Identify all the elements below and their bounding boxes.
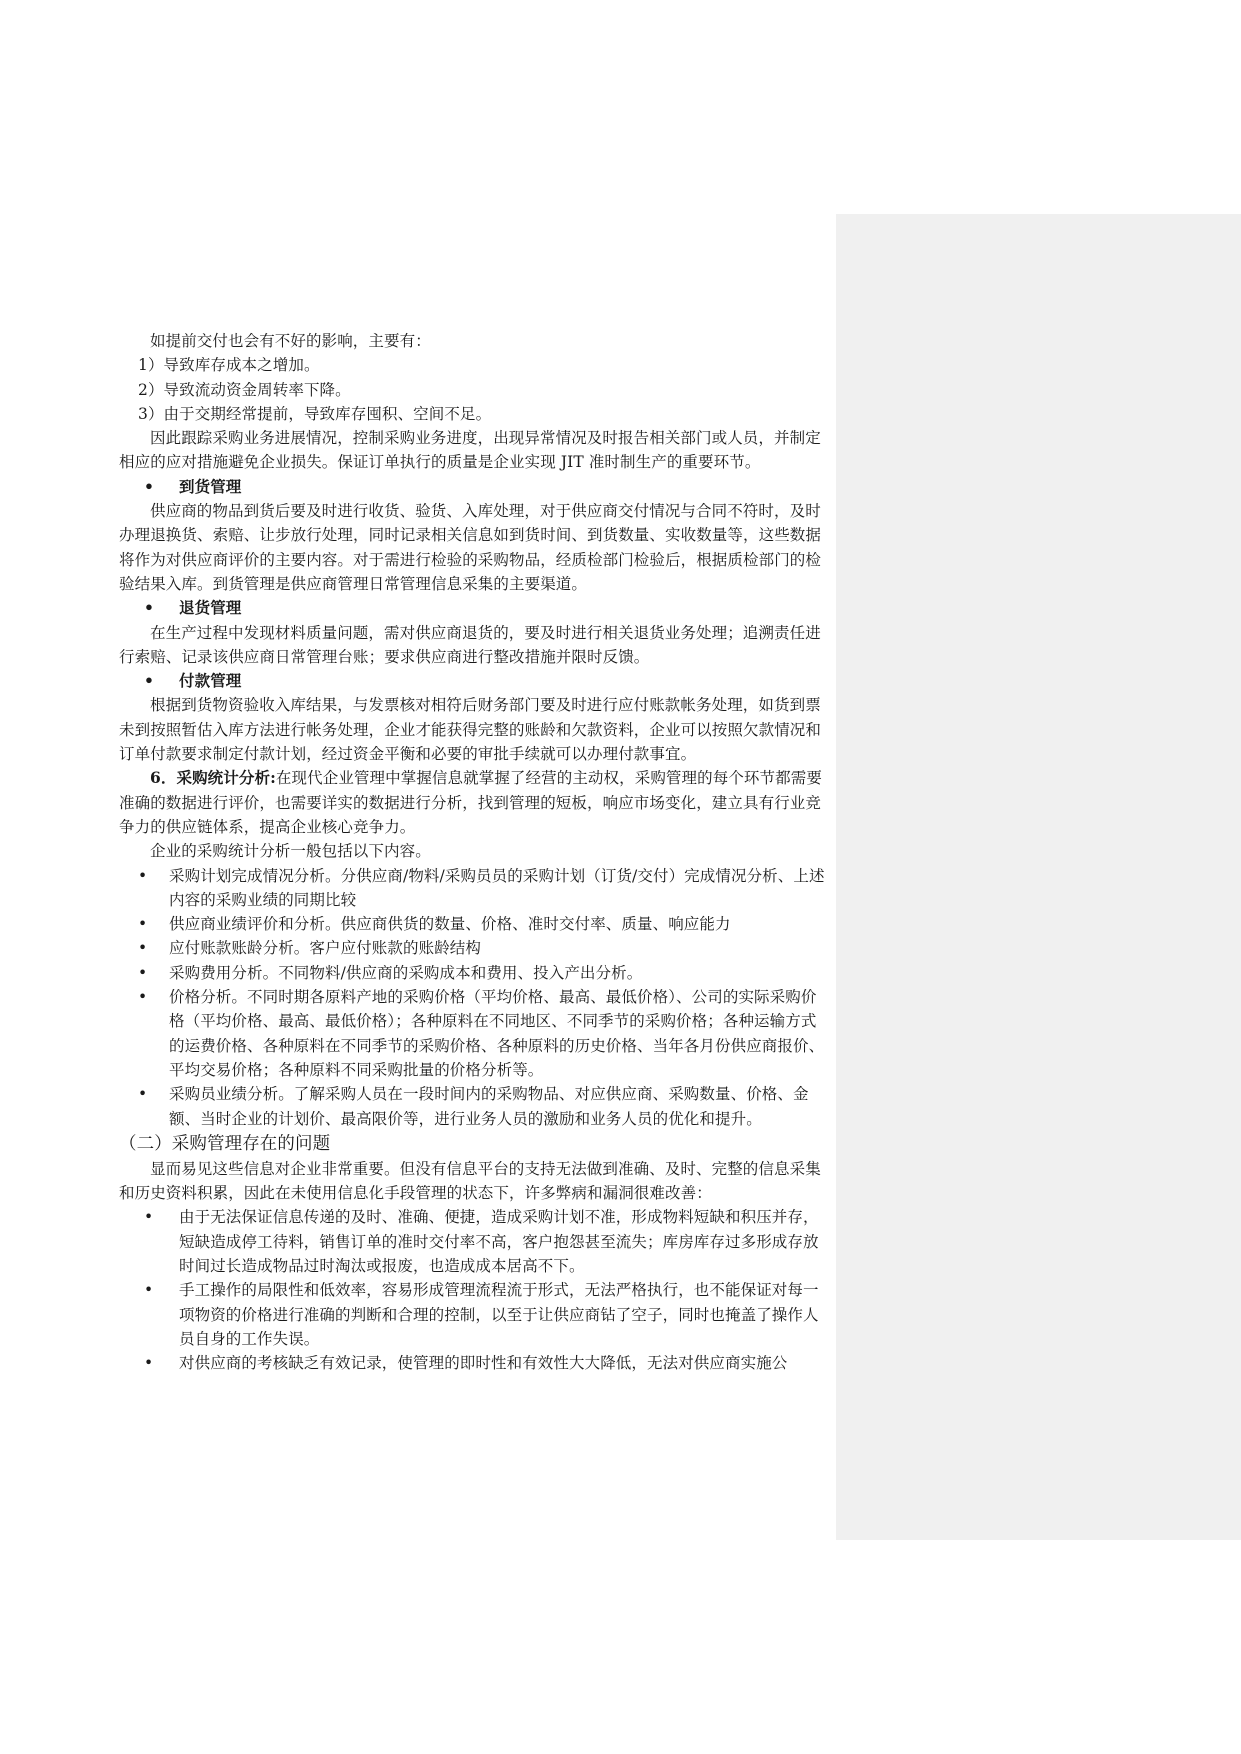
paragraph: 根据到货物资验收入库结果，与发票核对相符后财务部门要及时进行应付账款帐务处理，如货到票未到按照暂估入库方法进行帐务处理，企业才能获得完整的账龄和欠款资料，企业可以按照欠款情况和订单付款要求制定付款计划，经过资金平衡和必要的审批手续就可以办理付款事宜。 (119, 696, 822, 764)
subheading-label: 退货管理 (179, 598, 242, 618)
paragraph: 显而易见这些信息对企业非常重要。但没有信息平台的支持无法做到准确、及时、完整的信息采集和历史资料积累，因此在未使用信息化手段管理的状态下，许多弊病和漏洞很难改善： (119, 1159, 821, 1203)
bullet-mark: • (138, 866, 148, 885)
paragraph: 在生产过程中发现材料质量问题，需对供应商退货的，要及时进行相关退货业务处理；追溯责任进行索赔、记录该供应商日常管理台账；要求供应商进行整改措施并限时反馈。 (119, 623, 821, 666)
section-heading: （二）采购管理存在的问题 (119, 1133, 331, 1154)
paragraph: 企业的采购统计分析一般包括以下内容。 (150, 842, 431, 861)
analysis-list (119, 864, 827, 1131)
list-item: • 采购费用分析。不同物料/供应商的采购成本和费用、投入产出分析。 (119, 961, 827, 985)
bullet-mark: • (138, 963, 148, 982)
paragraph-lead: 6．采购统计分析: (150, 768, 276, 788)
subheading-fukuan (119, 669, 827, 693)
bullet-mark: • (144, 1281, 154, 1300)
bullet-mark: • (138, 1085, 148, 1104)
bullet-mark: • (144, 476, 155, 496)
paragraph: 因此跟踪采购业务进展情况，控制采购业务进度，出现异常情况及时报告相关部门或人员，并制定相应的应对措施避免企业损失。保证订单执行的质量是企业实现 JIT 准时制生产的重要环节。 (119, 429, 821, 472)
list-item: • 手工操作的局限性和低效率，容易形成管理流程流于形式，无法严格执行，也不能保证对每一项物资的价格进行准确的判断和合理的控制，以至于让供应商钻了空子，同时也掩盖了操作人员自身的工作失误。 (119, 1278, 827, 1351)
paragraph: 供应商的物品到货后要及时进行收货、验货、入库处理，对于供应商交付情况与合同不符时，及时办理退换货、索赔、让步放行处理，同时记录相关信息如到货时间、到货数量、实收数量等，这些数据将作为对供应商评价的主要内容。对于需进行检验的采购物品，经质检部门检验后，根据质检部门的检验结果入库。到货管理是供应商管理日常管理信息采集的主要渠道。 (119, 502, 822, 593)
numbered-item: 2）导致流动资金周转率下降。 (138, 380, 351, 399)
paragraph-stat-analysis (119, 766, 827, 839)
list-item: • 采购计划完成情况分析。分供应商/物料/采购员员的采购计划（订货/交付）完成情况分析、上述内容的采购业绩的同期比较 (119, 864, 827, 913)
numbered-item: 3）由于交期经常提前，导致库存囤积、空间不足。 (138, 404, 492, 423)
bullet-mark: • (144, 1208, 154, 1227)
bullet-mark: • (144, 671, 155, 691)
document-body (119, 329, 827, 1375)
subheading-label: 付款管理 (179, 671, 242, 691)
paragraph-text: 在现代企业管理中掌握信息就掌握了经营的主动权，采购管理的每个环节都需要准确的数据进行评价，也需要详实的数据进行分析，找到管理的短板，响应市场变化，建立具有行业竞争力的供应链体系，提高企业核心竞争力。 (119, 769, 822, 836)
bullet-mark: • (138, 988, 148, 1007)
list-item: • 应付账款账龄分析。客户应付账款的账龄结构 (119, 936, 827, 960)
bullet-mark: • (138, 915, 148, 934)
comment-margin-panel (836, 214, 1241, 1540)
list-item: • 对供应商的考核缺乏有效记录，使管理的即时性和有效性大大降低，无法对供应商实施公 (119, 1351, 827, 1375)
numbered-item: 1）导致库存成本之增加。 (138, 356, 320, 375)
bullet-mark: • (138, 939, 148, 958)
list-item: • 供应商业绩评价和分析。供应商供货的数量、价格、准时交付率、质量、响应能力 (119, 912, 827, 936)
subheading-label: 到货管理 (179, 476, 242, 496)
subheading-tuihuo (119, 596, 827, 620)
list-item: • 由于无法保证信息传递的及时、准确、便捷，造成采购计划不准，形成物料短缺和积压并存，短缺造成停工待料，销售订单的准时交付率不高，客户抱怨甚至流失；库房库存过多形成存放时间过长造成物品过时淘汰或报废，也造成成本居高不下。 (119, 1205, 827, 1278)
paragraph: 如提前交付也会有不好的影响，主要有： (150, 332, 431, 350)
list-item: • 价格分析。不同时期各原料产地的采购价格（平均价格、最高、最低价格）、公司的实际采购价格（平均价格、最高、最低价格）；各种原料在不同地区、不同季节的采购价格；各种运输方式的运费价格、各种原料在不同季节的采购价格、各种原料的历史价格、当年各月份供应商报价、平均交易价格；各种原料不同采购批量的价格分析等。 (119, 985, 827, 1082)
list-item: • 采购员业绩分析。了解采购人员在一段时间内的采购物品、对应供应商、采购数量、价格、金额、当时企业的计划价、最高限价等，进行业务人员的激励和业务人员的优化和提升。 (119, 1082, 827, 1131)
subheading-daohuo (119, 475, 827, 499)
bullet-mark: • (144, 1354, 154, 1373)
problems-list (119, 1205, 827, 1375)
bullet-mark: • (144, 598, 155, 618)
